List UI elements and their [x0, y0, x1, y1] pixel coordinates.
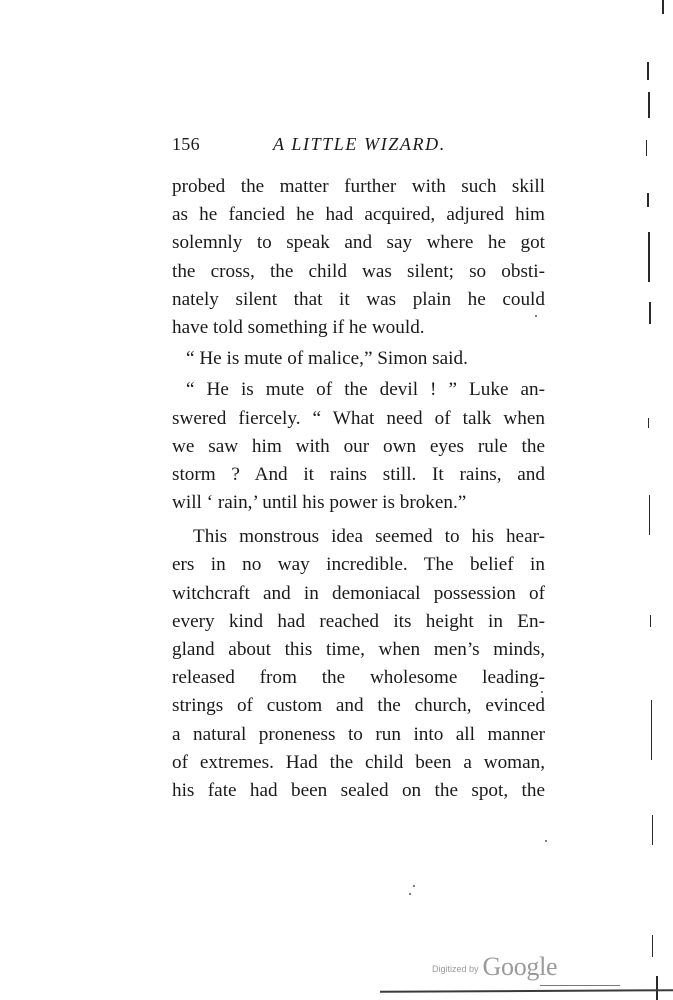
- text-line: released from the wholesome leading-: [172, 667, 545, 689]
- scan-edge-mark: [649, 495, 650, 535]
- scan-edge-mark: [662, 0, 664, 14]
- scan-edge-mark: [648, 418, 649, 428]
- scan-edge-mark: [651, 700, 652, 760]
- text-line: solemnly to speak and say where he got: [172, 232, 545, 254]
- scan-speck: [541, 691, 543, 693]
- scan-edge-mark: [647, 62, 649, 80]
- page-number: 156: [172, 134, 200, 154]
- text-line: nately silent that it was plain he could: [172, 288, 545, 310]
- text-line: ers in no way incredible. The belief in: [172, 554, 545, 576]
- scan-edge-mark: [652, 815, 653, 845]
- scan-edge-mark: [648, 92, 650, 118]
- text-line: This monstrous idea seemed to his hear-: [193, 526, 545, 548]
- scan-speck: [535, 315, 537, 317]
- text-line: storm ? And it rains still. It rains, and: [172, 463, 545, 485]
- running-title: A LITTLE WIZARD.: [273, 134, 446, 154]
- digitized-watermark: [432, 952, 557, 982]
- watermark-prefix: Digitized by: [432, 964, 479, 974]
- text-line: gland about this time, when men’s minds,: [172, 639, 545, 660]
- text-line: will ‘ rain,’ until his power is broken.”: [172, 492, 467, 514]
- text-line: strings of custom and the church, evinced: [172, 695, 545, 717]
- scan-edge-mark: [650, 615, 651, 627]
- scan-speck: [545, 840, 547, 842]
- scan-bottom-shadow: [540, 985, 620, 986]
- watermark-brand: Google: [482, 952, 558, 981]
- scan-speck: [413, 885, 415, 887]
- scan-speck: [409, 893, 411, 895]
- text-line: the cross, the child was silent; so obsti-: [172, 260, 545, 282]
- text-line: his fate had been sealed on the spot, the: [172, 779, 545, 801]
- text-line: “ He is mute of malice,” Simon said.: [186, 348, 468, 370]
- scan-edge-mark: [648, 232, 650, 282]
- text-line: “ He is mute of the devil ! ” Luke an-: [186, 379, 545, 401]
- text-line: every kind had reached its height in En-: [172, 610, 545, 632]
- text-line: we saw him with our own eyes rule the: [172, 435, 545, 457]
- scan-edge-mark: [646, 140, 647, 156]
- text-line: have told something if he would.: [172, 316, 425, 338]
- scan-edge-mark: [649, 302, 651, 324]
- text-line: witchcraft and in demoniacal possession of: [172, 582, 545, 604]
- scan-bottom-edge: [380, 989, 673, 993]
- scan-edge-mark: [656, 976, 658, 1000]
- text-line: probed the matter further with such skill: [172, 176, 545, 197]
- body-text: [172, 173, 545, 805]
- page-header: [172, 134, 545, 160]
- scan-edge-mark: [652, 935, 653, 957]
- text-line: as he fancied he had acquired, adjured him: [172, 204, 545, 226]
- scan-edge-mark: [647, 193, 649, 207]
- text-line: of extremes. Had the child been a woman,: [172, 751, 545, 773]
- text-line: a natural proneness to run into all manner: [172, 723, 545, 745]
- text-line: swered fiercely. “ What need of talk when: [172, 407, 545, 429]
